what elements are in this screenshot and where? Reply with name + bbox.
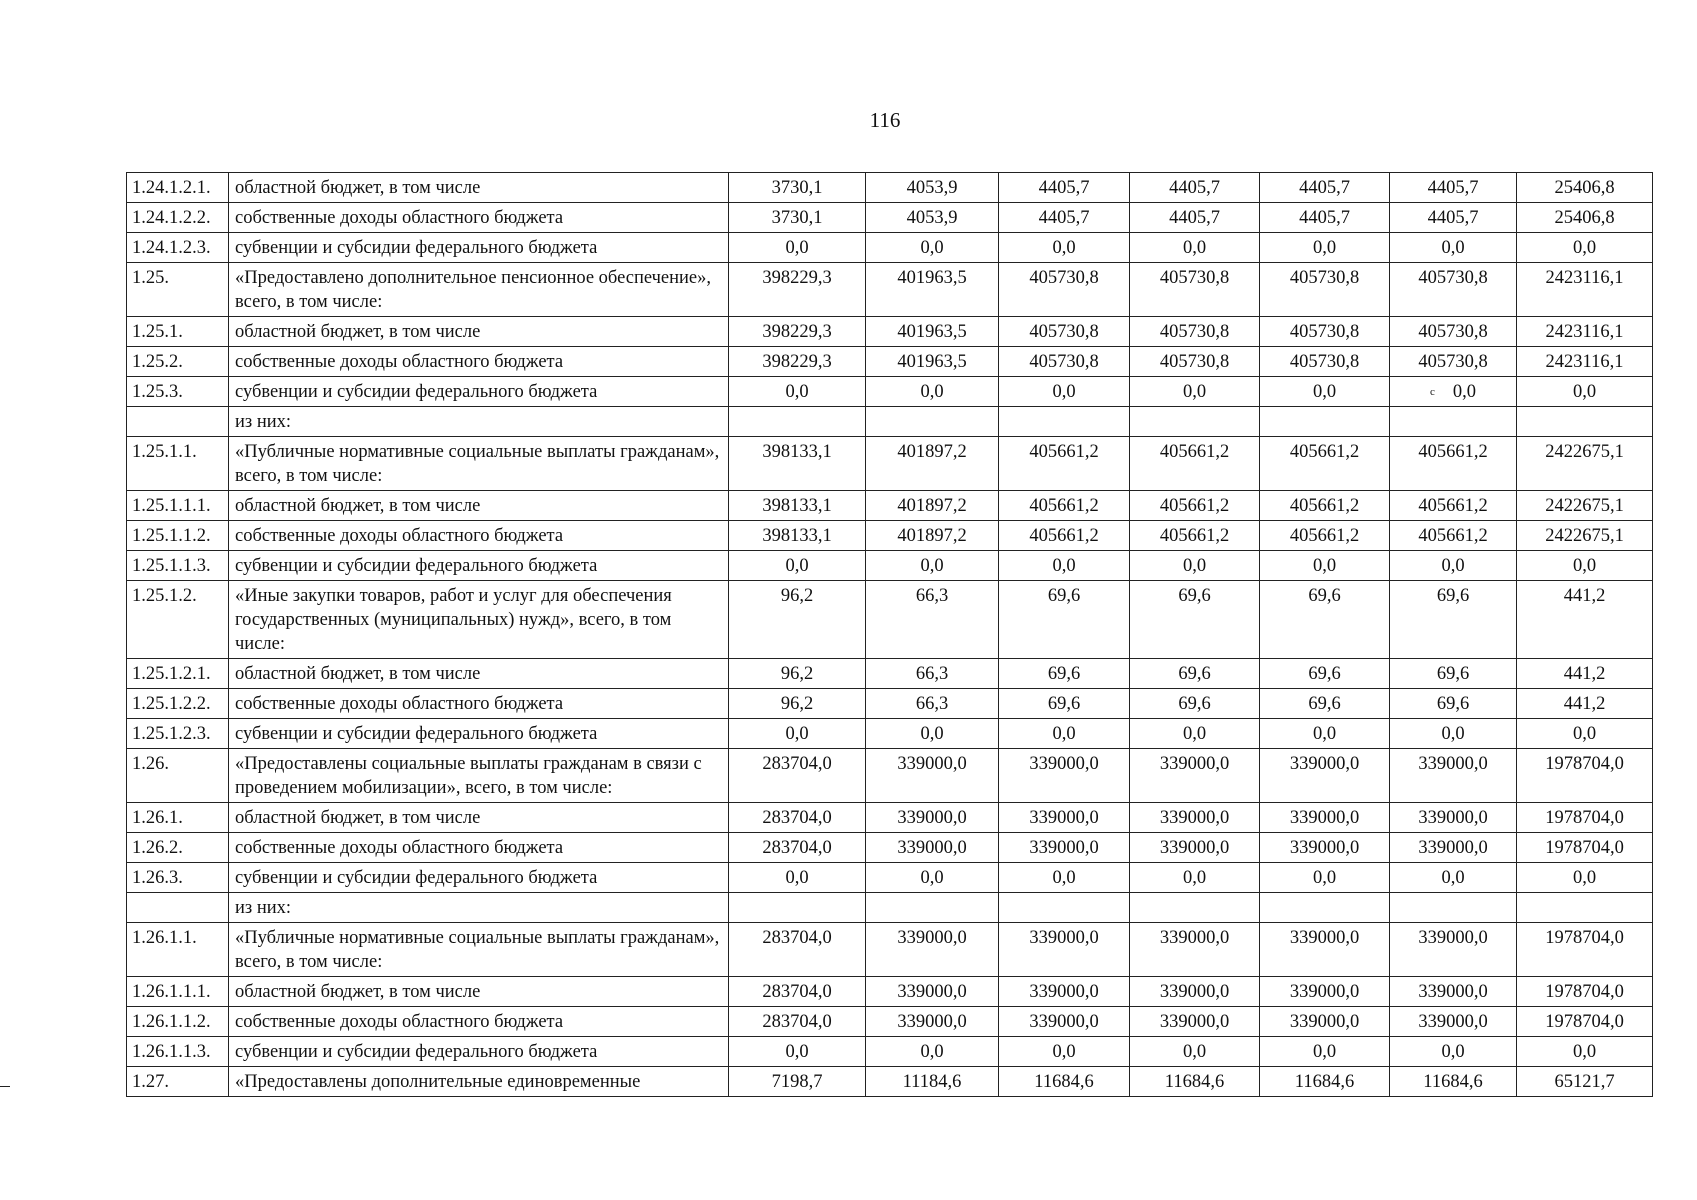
row-value: 405661,2 xyxy=(1130,521,1260,551)
row-value: 405730,8 xyxy=(1130,347,1260,377)
table-row xyxy=(127,1037,1653,1067)
row-value: 401897,2 xyxy=(866,521,999,551)
row-value: 4405,7 xyxy=(999,203,1130,233)
row-code: 1.25.1.2.1. xyxy=(127,659,229,689)
row-code: 1.25.3. xyxy=(127,377,229,407)
row-value: 405730,8 xyxy=(1390,263,1517,317)
row-value: 0,0 xyxy=(1517,719,1653,749)
row-value: 2422675,1 xyxy=(1517,437,1653,491)
row-code: 1.27. xyxy=(127,1067,229,1097)
row-value-text: 0,0 xyxy=(1452,382,1476,402)
row-value: 11184,6 xyxy=(866,1067,999,1097)
row-value: 339000,0 xyxy=(999,923,1130,977)
row-value: 0,0 xyxy=(866,719,999,749)
row-name: «Публичные нормативные социальные выплаты гражданам», всего, в том числе: xyxy=(229,437,729,491)
row-value: 0,0 xyxy=(729,1037,866,1067)
row-value: 0,0 xyxy=(866,1037,999,1067)
row-value: 405730,8 xyxy=(999,347,1130,377)
row-value: 2422675,1 xyxy=(1517,491,1653,521)
row-code: 1.26.2. xyxy=(127,833,229,863)
row-code: 1.25.1.1.1. xyxy=(127,491,229,521)
row-value: 0,0 xyxy=(1517,863,1653,893)
row-value: 11684,6 xyxy=(1390,1067,1517,1097)
row-value: 69,6 xyxy=(1260,581,1390,659)
row-value: 0,0 xyxy=(866,863,999,893)
row-value: 283704,0 xyxy=(729,923,866,977)
row-value: 65121,7 xyxy=(1517,1067,1653,1097)
row-value: 2423116,1 xyxy=(1517,263,1653,317)
row-code: 1.26.1.1.3. xyxy=(127,1037,229,1067)
row-value: 401897,2 xyxy=(866,437,999,491)
row-value: 11684,6 xyxy=(999,1067,1130,1097)
row-name: субвенции и субсидии федерального бюджета xyxy=(229,1037,729,1067)
row-value: 66,3 xyxy=(866,689,999,719)
row-code: 1.25.1. xyxy=(127,317,229,347)
row-value: 1978704,0 xyxy=(1517,923,1653,977)
row-value: 1978704,0 xyxy=(1517,833,1653,863)
table-row xyxy=(127,263,1653,317)
table-row xyxy=(127,977,1653,1007)
row-name: из них: xyxy=(229,407,729,437)
row-name: областной бюджет, в том числе xyxy=(229,803,729,833)
table-row xyxy=(127,863,1653,893)
row-code: 1.26.1.1. xyxy=(127,923,229,977)
table-row xyxy=(127,347,1653,377)
row-value: 398229,3 xyxy=(729,263,866,317)
row-value: 0,0 xyxy=(1130,551,1260,581)
row-value: 4405,7 xyxy=(1390,173,1517,203)
row-value: 1978704,0 xyxy=(1517,749,1653,803)
row-name: областной бюджет, в том числе xyxy=(229,491,729,521)
row-value: 398229,3 xyxy=(729,317,866,347)
row-name: «Предоставлено дополнительное пенсионное обеспечение», всего, в том числе: xyxy=(229,263,729,317)
row-code: 1.26.1.1.2. xyxy=(127,1007,229,1037)
row-name: собственные доходы областного бюджета xyxy=(229,203,729,233)
row-name: областной бюджет, в том числе xyxy=(229,317,729,347)
row-value: 96,2 xyxy=(729,689,866,719)
row-value: 405730,8 xyxy=(999,263,1130,317)
row-value: 4053,9 xyxy=(866,203,999,233)
row-value: 4405,7 xyxy=(1390,203,1517,233)
budget-table xyxy=(126,172,1653,1097)
row-value xyxy=(1260,893,1390,923)
row-value: 405661,2 xyxy=(1130,437,1260,491)
row-value: 339000,0 xyxy=(1260,833,1390,863)
row-value: 69,6 xyxy=(1390,581,1517,659)
row-value: 339000,0 xyxy=(1390,923,1517,977)
row-code: 1.25.1.2.2. xyxy=(127,689,229,719)
row-value: 0,0 xyxy=(729,233,866,263)
row-value: 405661,2 xyxy=(1260,491,1390,521)
row-name: собственные доходы областного бюджета xyxy=(229,833,729,863)
row-value: 339000,0 xyxy=(999,977,1130,1007)
table-row xyxy=(127,689,1653,719)
table-row xyxy=(127,437,1653,491)
row-name: областной бюджет, в том числе xyxy=(229,173,729,203)
row-value: 25406,8 xyxy=(1517,203,1653,233)
row-value: 0,0 xyxy=(999,377,1130,407)
row-value: 66,3 xyxy=(866,659,999,689)
row-value xyxy=(866,407,999,437)
row-value: 339000,0 xyxy=(1390,803,1517,833)
row-value: 3730,1 xyxy=(729,203,866,233)
row-value: 405730,8 xyxy=(1130,317,1260,347)
row-value: 0,0 xyxy=(1130,377,1260,407)
row-value: 0,0 xyxy=(1390,233,1517,263)
table-row xyxy=(127,1007,1653,1037)
row-value: 339000,0 xyxy=(866,749,999,803)
row-value: 405730,8 xyxy=(1260,347,1390,377)
row-value xyxy=(729,407,866,437)
row-value: 96,2 xyxy=(729,581,866,659)
table-row xyxy=(127,521,1653,551)
row-value: 0,0 xyxy=(729,377,866,407)
row-value: 339000,0 xyxy=(1130,749,1260,803)
row-value: 405661,2 xyxy=(1390,521,1517,551)
row-value: 339000,0 xyxy=(1260,1007,1390,1037)
row-value: 0,0 xyxy=(999,863,1130,893)
table-row xyxy=(127,1067,1653,1097)
row-value: 69,6 xyxy=(999,659,1130,689)
row-code: 1.26.1. xyxy=(127,803,229,833)
row-value: 69,6 xyxy=(999,689,1130,719)
table-row xyxy=(127,551,1653,581)
row-code: 1.25. xyxy=(127,263,229,317)
table-row xyxy=(127,719,1653,749)
row-value: 0,0 xyxy=(1260,233,1390,263)
row-value: 339000,0 xyxy=(866,833,999,863)
row-value: 11684,6 xyxy=(1130,1067,1260,1097)
row-value: 25406,8 xyxy=(1517,173,1653,203)
row-value: 4405,7 xyxy=(1130,173,1260,203)
row-value: 398133,1 xyxy=(729,491,866,521)
row-value: 0,0 xyxy=(1130,1037,1260,1067)
row-value: 405730,8 xyxy=(1130,263,1260,317)
row-code xyxy=(127,407,229,437)
row-value: 405661,2 xyxy=(999,491,1130,521)
row-name: субвенции и субсидии федерального бюджета xyxy=(229,551,729,581)
row-code: 1.24.1.2.2. xyxy=(127,203,229,233)
row-value: 405661,2 xyxy=(1260,521,1390,551)
row-name: собственные доходы областного бюджета xyxy=(229,347,729,377)
row-name: собственные доходы областного бюджета xyxy=(229,1007,729,1037)
row-value: 401963,5 xyxy=(866,263,999,317)
row-value: 405730,8 xyxy=(999,317,1130,347)
row-value: 2423116,1 xyxy=(1517,317,1653,347)
row-value: 4053,9 xyxy=(866,173,999,203)
row-value: 339000,0 xyxy=(1390,977,1517,1007)
row-value: 4405,7 xyxy=(1130,203,1260,233)
row-name: «Иные закупки товаров, работ и услуг для обеспечения государственных (муниципальных) нужд», всего, в том числе: xyxy=(229,581,729,659)
row-value: 0,0 xyxy=(999,233,1130,263)
row-value: 339000,0 xyxy=(1130,977,1260,1007)
row-code: 1.26.3. xyxy=(127,863,229,893)
row-name: «Публичные нормативные социальные выплаты гражданам», всего, в том числе: xyxy=(229,923,729,977)
table-row xyxy=(127,923,1653,977)
row-name: «Предоставлены социальные выплаты гражданам в связи с проведением мобилизации», всего, в том числе: xyxy=(229,749,729,803)
table-row xyxy=(127,233,1653,263)
row-value: 398229,3 xyxy=(729,347,866,377)
row-value: 283704,0 xyxy=(729,833,866,863)
row-value: 283704,0 xyxy=(729,977,866,1007)
row-code xyxy=(127,893,229,923)
row-value xyxy=(999,407,1130,437)
row-value xyxy=(1130,893,1260,923)
row-code: 1.26. xyxy=(127,749,229,803)
row-value: 69,6 xyxy=(1260,659,1390,689)
row-value: 339000,0 xyxy=(999,803,1130,833)
row-value: 405661,2 xyxy=(1390,491,1517,521)
table-body xyxy=(127,173,1653,1097)
row-value: 69,6 xyxy=(1390,659,1517,689)
row-value: 339000,0 xyxy=(1130,833,1260,863)
row-value: 69,6 xyxy=(1130,659,1260,689)
row-value: 283704,0 xyxy=(729,803,866,833)
row-value: 1978704,0 xyxy=(1517,1007,1653,1037)
row-value: 405661,2 xyxy=(999,437,1130,491)
row-name: областной бюджет, в том числе xyxy=(229,977,729,1007)
row-value: 283704,0 xyxy=(729,749,866,803)
row-value: 3730,1 xyxy=(729,173,866,203)
row-code: 1.24.1.2.3. xyxy=(127,233,229,263)
row-name: субвенции и субсидии федерального бюджета xyxy=(229,863,729,893)
row-name: собственные доходы областного бюджета xyxy=(229,689,729,719)
row-value: 339000,0 xyxy=(1130,923,1260,977)
row-code: 1.25.1.2. xyxy=(127,581,229,659)
row-code: 1.25.2. xyxy=(127,347,229,377)
row-value: 4405,7 xyxy=(1260,173,1390,203)
row-code: 1.25.1.1.3. xyxy=(127,551,229,581)
row-value: 398133,1 xyxy=(729,437,866,491)
row-value: 0,0 xyxy=(1130,863,1260,893)
margin-mark: c xyxy=(1429,386,1435,398)
table-row xyxy=(127,491,1653,521)
row-value xyxy=(999,893,1130,923)
row-value: 0,0 xyxy=(1260,551,1390,581)
table-row xyxy=(127,407,1653,437)
row-value: 69,6 xyxy=(1130,581,1260,659)
row-name: из них: xyxy=(229,893,729,923)
row-code: 1.24.1.2.1. xyxy=(127,173,229,203)
row-value: 69,6 xyxy=(1130,689,1260,719)
row-value: 339000,0 xyxy=(1260,977,1390,1007)
row-value: 0,0 xyxy=(729,863,866,893)
row-value: 339000,0 xyxy=(1130,803,1260,833)
table-row xyxy=(127,833,1653,863)
row-name: субвенции и субсидии федерального бюджета xyxy=(229,377,729,407)
row-value: 405730,8 xyxy=(1260,317,1390,347)
row-value: 441,2 xyxy=(1517,659,1653,689)
row-value: 7198,7 xyxy=(729,1067,866,1097)
row-value: 69,6 xyxy=(999,581,1130,659)
row-value: 1978704,0 xyxy=(1517,977,1653,1007)
row-value: 339000,0 xyxy=(1130,1007,1260,1037)
row-value: 401897,2 xyxy=(866,491,999,521)
row-value: 11684,6 xyxy=(1260,1067,1390,1097)
table-row xyxy=(127,749,1653,803)
row-code: 1.26.1.1.1. xyxy=(127,977,229,1007)
row-value: 0,0 xyxy=(1130,719,1260,749)
row-value: 66,3 xyxy=(866,581,999,659)
row-value: 4405,7 xyxy=(999,173,1130,203)
row-code: 1.25.1.2.3. xyxy=(127,719,229,749)
row-value: 0,0 xyxy=(729,719,866,749)
edge-tick xyxy=(0,1086,10,1087)
table-row xyxy=(127,203,1653,233)
row-value: 96,2 xyxy=(729,659,866,689)
row-value: 2423116,1 xyxy=(1517,347,1653,377)
row-value: 0,0 xyxy=(1260,377,1390,407)
row-value: 0,0 xyxy=(999,551,1130,581)
row-value: 0,0 xyxy=(999,1037,1130,1067)
row-value: 1978704,0 xyxy=(1517,803,1653,833)
row-value: 339000,0 xyxy=(999,749,1130,803)
row-value: 0,0 xyxy=(1517,551,1653,581)
row-name: «Предоставлены дополнительные единовременные xyxy=(229,1067,729,1097)
row-value: 0,0 xyxy=(1130,233,1260,263)
table-row xyxy=(127,173,1653,203)
row-code: 1.25.1.1. xyxy=(127,437,229,491)
row-value: 339000,0 xyxy=(866,977,999,1007)
row-value xyxy=(1130,407,1260,437)
row-value: 0,0 xyxy=(866,377,999,407)
row-value: 339000,0 xyxy=(1260,923,1390,977)
row-value: 0,0 xyxy=(1260,863,1390,893)
row-value: 0,0 xyxy=(729,551,866,581)
row-value: 339000,0 xyxy=(866,1007,999,1037)
table-row xyxy=(127,659,1653,689)
row-value: 405661,2 xyxy=(1130,491,1260,521)
row-value: 441,2 xyxy=(1517,581,1653,659)
table-row xyxy=(127,317,1653,347)
row-value xyxy=(1390,893,1517,923)
row-value: 401963,5 xyxy=(866,317,999,347)
row-value: 69,6 xyxy=(1390,689,1517,719)
row-value: 0,0 xyxy=(1517,1037,1653,1067)
row-value: 339000,0 xyxy=(999,833,1130,863)
row-value: 0,0 xyxy=(866,233,999,263)
row-value xyxy=(1517,893,1653,923)
row-value: 441,2 xyxy=(1517,689,1653,719)
table-row xyxy=(127,893,1653,923)
row-value: 283704,0 xyxy=(729,1007,866,1037)
row-value: 0,0 xyxy=(1390,1037,1517,1067)
row-value: 339000,0 xyxy=(1390,1007,1517,1037)
row-value: 2422675,1 xyxy=(1517,521,1653,551)
row-value: 69,6 xyxy=(1260,689,1390,719)
row-value xyxy=(1517,407,1653,437)
row-value: 405661,2 xyxy=(1390,437,1517,491)
row-value: 401963,5 xyxy=(866,347,999,377)
table-row xyxy=(127,581,1653,659)
row-value: 0,0 xyxy=(866,551,999,581)
row-name: субвенции и субсидии федерального бюджета xyxy=(229,233,729,263)
row-value: 0,0 xyxy=(1390,719,1517,749)
row-name: собственные доходы областного бюджета xyxy=(229,521,729,551)
row-value: 339000,0 xyxy=(1390,833,1517,863)
row-code: 1.25.1.1.2. xyxy=(127,521,229,551)
table-row xyxy=(127,377,1653,407)
row-value: 339000,0 xyxy=(866,803,999,833)
row-value: 339000,0 xyxy=(866,923,999,977)
row-value: 0,0 xyxy=(1390,551,1517,581)
row-value: 405661,2 xyxy=(1260,437,1390,491)
row-value: 339000,0 xyxy=(1260,749,1390,803)
row-value: 0,0 xyxy=(1260,719,1390,749)
row-value: 0,0 xyxy=(1517,233,1653,263)
row-value xyxy=(729,893,866,923)
row-value: 339000,0 xyxy=(1390,749,1517,803)
row-value: 405661,2 xyxy=(999,521,1130,551)
page-number: 116 xyxy=(869,108,901,132)
row-value: 339000,0 xyxy=(999,1007,1130,1037)
row-value: 0,0 xyxy=(1260,1037,1390,1067)
row-value xyxy=(1260,407,1390,437)
row-value: 405730,8 xyxy=(1260,263,1390,317)
table-row xyxy=(127,803,1653,833)
row-value: 4405,7 xyxy=(1260,203,1390,233)
row-value: 0,0 xyxy=(1517,377,1653,407)
row-value xyxy=(1390,377,1517,407)
row-value xyxy=(866,893,999,923)
row-value: 405730,8 xyxy=(1390,317,1517,347)
row-value: 339000,0 xyxy=(1260,803,1390,833)
row-value: 0,0 xyxy=(1390,863,1517,893)
row-value: 398133,1 xyxy=(729,521,866,551)
row-name: субвенции и субсидии федерального бюджета xyxy=(229,719,729,749)
row-value: 0,0 xyxy=(999,719,1130,749)
row-name: областной бюджет, в том числе xyxy=(229,659,729,689)
row-value xyxy=(1390,407,1517,437)
row-value: 405730,8 xyxy=(1390,347,1517,377)
